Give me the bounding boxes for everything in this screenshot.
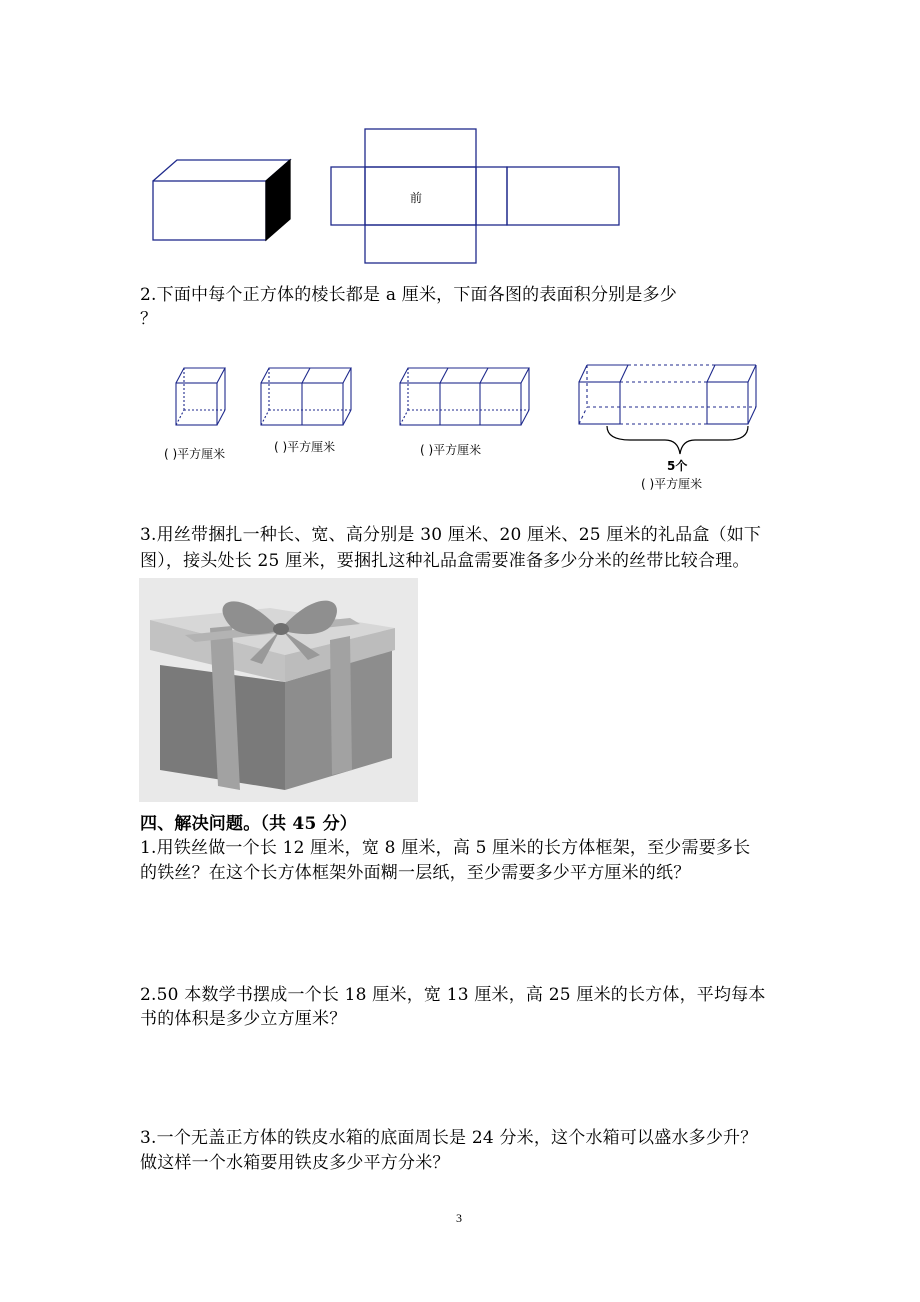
page-number: 3	[456, 1211, 462, 1225]
s4-p1-line1: 1.用铁丝做一个长 12 厘米，宽 8 厘米，高 5 厘米的长方体框架，至少需要多长	[140, 838, 751, 858]
s4-p1-line2: 的铁丝？在这个长方体框架外面糊一层纸，至少需要多少平方厘米的纸？	[140, 863, 691, 883]
cube-pair-answer: ( )平方厘米	[274, 440, 336, 454]
s4-p2-line1: 2.50 本数学书摆成一个长 18 厘米，宽 13 厘米，高 25 厘米的长方体，平均每本	[140, 985, 766, 1005]
cube-row-answer: ( )平方厘米	[641, 477, 703, 491]
s4-p2-line2: 书的体积是多少立方厘米？	[140, 1009, 347, 1029]
q2-text-line2: ？	[140, 309, 158, 329]
q3-text-line2: 图），接头处长 25 厘米，要捆扎这种礼品盒需要准备多少分米的丝带比较合理。	[140, 551, 750, 571]
section4-heading: 四、解决问题。（共 45 分）	[140, 814, 357, 834]
net-front-label: 前	[410, 191, 423, 205]
q3-text-line1: 3.用丝带捆扎一种长、宽、高分别是 30 厘米、20 厘米、25 厘米的礼品盒（如下	[140, 525, 762, 545]
cube-single-answer: ( )平方厘米	[164, 447, 226, 461]
cube-count-label: 5个	[667, 459, 688, 473]
q2-text-line1: 2.下面中每个正方体的棱长都是 a 厘米，下面各图的表面积分别是多少	[140, 285, 677, 305]
cube-triple-answer: ( )平方厘米	[420, 443, 482, 457]
s4-p3-line2: 做这样一个水箱要用铁皮多少平方分米？	[140, 1153, 450, 1173]
s4-p3-line1: 3.一个无盖正方体的铁皮水箱的底面周长是 24 分米，这个水箱可以盛水多少升？	[140, 1128, 758, 1148]
